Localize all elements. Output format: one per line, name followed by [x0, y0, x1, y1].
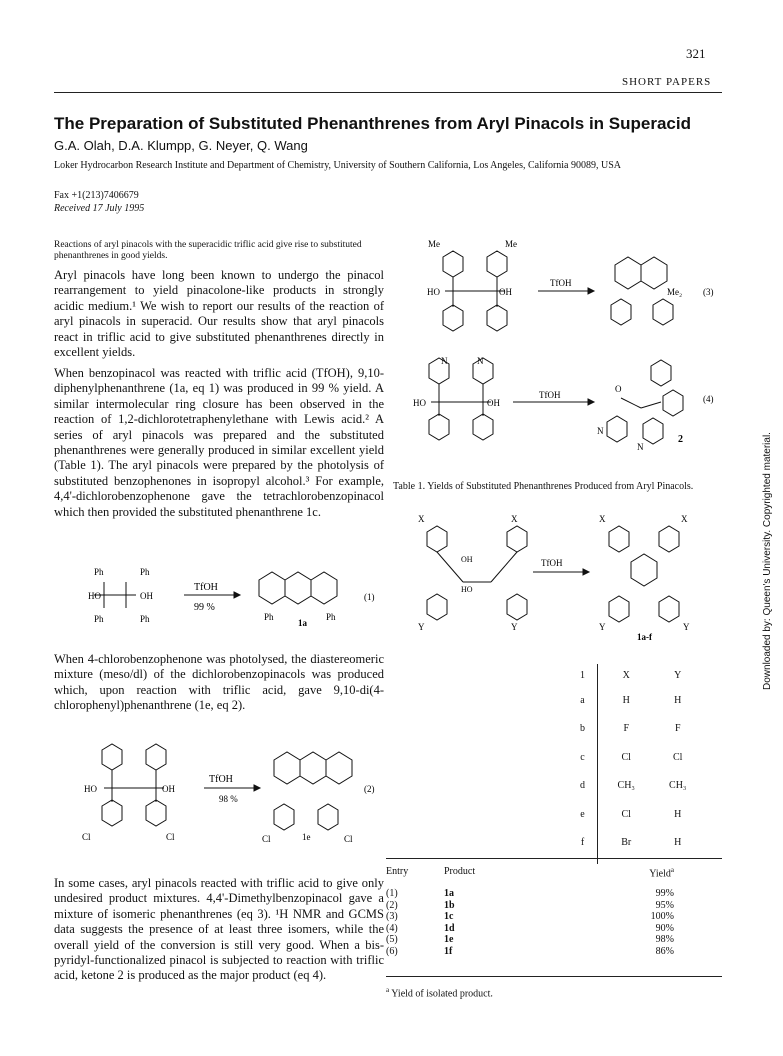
eq4-o: O — [615, 384, 622, 394]
table-cell: (3) — [386, 911, 398, 922]
table-cell: Cl — [673, 751, 683, 763]
table-cell: F — [674, 723, 681, 735]
table-cell: b — [580, 723, 586, 735]
table-cell: 1d — [444, 922, 455, 934]
authors: G.A. Olah, D.A. Klumpp, G. Neyer, Q. Wang — [54, 138, 308, 153]
yield-table — [386, 866, 722, 957]
eq4-n: N — [441, 356, 448, 366]
eq3-oh: OH — [499, 287, 512, 297]
table-header: Yield — [649, 868, 671, 880]
table-cell: CH₃ — [617, 780, 635, 792]
table-divider — [597, 664, 598, 864]
table-cell: H — [674, 837, 682, 849]
table-cell: 95% — [655, 899, 674, 911]
equation-3-scheme — [393, 235, 723, 345]
affiliation: Loker Hydrocarbon Research Institute and Department of Chemistry, University of Southern California, Los Angeles, California 90089, USA — [54, 160, 622, 171]
paragraph-3: When 4-chlorobenzophenone was photolysed, the diastereomeric mixture (meso/dl) of the dichlorobenzopinacols was produced which, upon reaction with triflic acid, gave 9,10-di(4-chlorophenyl)phenanthrene (1e, eq 2). — [54, 652, 384, 713]
eq3-me: Me — [428, 239, 440, 249]
eq2-number: (2) — [364, 784, 375, 794]
eq1-yield: 99 % — [194, 602, 215, 613]
eq4-reagent: TfOH — [539, 390, 561, 400]
table-cell: d — [580, 780, 586, 792]
tab-x: X — [418, 514, 425, 524]
eq4-ho: HO — [413, 398, 426, 408]
substituent-table — [566, 664, 702, 857]
paragraph-2: When benzopinacol was reacted with triflic acid (TfOH), 9,10-diphenylphenanthrene (1a, eq 1) was produced in 99 % yield. A similar intermolecular ring closure has been observed in the reaction of 1,2-dichlorotetraphenylethane with Lewis acid.² A series of aryl pinacols was prepared and the substituted phenanthrenes were generally produced in similar excellent yield (Table 1). The aryl pinacols were prepared by the photolysis of substituted benzophenones in isopropyl alcohol.³ For example, 4,4'-dichlorobenzophenone gave the tetrachlorobenzopinacol which then provided the substituted phenanthrene 1c. — [54, 366, 384, 519]
table-cell: 90% — [655, 922, 674, 934]
eq4-number: (4) — [703, 394, 714, 404]
eq1-number: (1) — [364, 592, 375, 602]
table-header: 1 — [580, 669, 586, 681]
abstract: Reactions of aryl pinacols with the superacidic triflic acid give rise to substituted phenanthrenes in good yields. — [54, 240, 362, 261]
tab-ho: HO — [461, 585, 473, 594]
header-rule — [54, 92, 722, 93]
eq3-reagent: TfOH — [550, 278, 572, 288]
table-1-caption: Table 1. Yields of Substituted Phenanthrenes Produced from Aryl Pinacols. — [393, 481, 694, 492]
eq1-ph-label: Ph — [140, 567, 150, 577]
footnote-text: Yield of isolated product. — [391, 988, 493, 1000]
table-header: X — [622, 669, 630, 681]
eq2-cl: Cl — [166, 832, 175, 842]
table-cell: Cl — [621, 808, 631, 820]
tab-x: X — [511, 514, 518, 524]
tab-y: Y — [418, 622, 425, 632]
table-cell: (1) — [386, 888, 398, 899]
table-cell: 1b — [444, 899, 455, 911]
tab-y: Y — [511, 622, 518, 632]
table-header: Entry — [386, 866, 409, 877]
table-cell: CH₃ — [669, 780, 687, 792]
tab-y: Y — [683, 622, 690, 632]
table-cell: 86% — [655, 945, 674, 957]
eq1-ph-label: Ph — [94, 567, 104, 577]
eq1-ph-label: Ph — [326, 612, 336, 622]
eq3-me2: Me₂ — [667, 287, 683, 297]
table-cell: (4) — [386, 922, 398, 934]
equation-1-scheme — [54, 560, 384, 650]
paragraph-1: Aryl pinacols have long been known to undergo the pinacol rearrangement to yield pinacolone-like products in strongly acidic medium.¹ We wish to report our results of the reaction of aryl pinacols in superacid. Our results show that aryl pinacols react in triflic acid to give substituted phenanthrenes directly in excellent yields. — [54, 268, 384, 360]
table-cell: (5) — [386, 934, 398, 945]
eq2-oh: OH — [162, 784, 175, 794]
equation-2-scheme — [54, 740, 384, 865]
table-cell: e — [580, 808, 585, 820]
section-label: SHORT PAPERS — [622, 76, 712, 88]
eq2-cl: Cl — [344, 834, 353, 844]
eq2-cl: Cl — [82, 832, 91, 842]
download-notice: Downloaded by: Queen's University. Copyrighted material. — [762, 432, 773, 690]
table-bottom-rule — [386, 976, 722, 977]
table-cell: Cl — [621, 751, 631, 763]
page-number: 321 — [686, 46, 706, 61]
eq1-oh: OH — [140, 591, 153, 601]
table-cell: c — [580, 751, 585, 763]
table-cell: f — [580, 837, 585, 849]
table-cell: (2) — [386, 899, 398, 911]
table-cell: 1f — [444, 945, 453, 957]
table-top-rule — [386, 858, 722, 859]
yield-marker: a — [670, 866, 674, 874]
table-cell: 1a — [444, 888, 454, 899]
table-cell: H — [674, 808, 682, 820]
tab-product: 1a-f — [637, 632, 652, 642]
table-cell: H — [622, 694, 630, 706]
article-title: The Preparation of Substituted Phenanthrenes from Aryl Pinacols in Superacid — [54, 114, 691, 133]
eq4-n: N — [477, 356, 484, 366]
eq4-product: 2 — [678, 434, 683, 445]
eq2-reagent: TfOH — [209, 774, 233, 785]
footnote-marker: a — [386, 986, 390, 994]
tab-reagent: TfOH — [541, 558, 563, 568]
eq4-n: N — [637, 442, 644, 452]
eq3-number: (3) — [703, 287, 714, 297]
eq3-ho: HO — [427, 287, 440, 297]
table-cell: F — [623, 723, 630, 735]
eq2-yield: 98 % — [219, 794, 238, 804]
table-cell: 100% — [650, 911, 674, 922]
fax: Fax +1(213)7406679 — [54, 190, 139, 201]
received-date: Received 17 July 1995 — [54, 203, 145, 214]
table-cell: Br — [621, 837, 632, 849]
table-1-scheme — [393, 512, 723, 652]
tab-y: Y — [599, 622, 606, 632]
paragraph-4: In some cases, aryl pinacols reacted with triflic acid to give only undesired product mixtures. 4,4'-Dimethylbenzopinacol gave a mixture of isomeric phenanthrenes (eq 3). ¹H NMR and GCMS data suggests the presence of at least three isomers, while the overall yield of the conversion is still very good. When a bis-pyridyl-functionalized pinacol is subjected to reaction with triflic acid, ketone 2 is produced as the major product (eq 4). — [54, 876, 384, 983]
tab-x: X — [681, 514, 688, 524]
eq1-ho: HO — [88, 591, 101, 601]
tab-oh: OH — [461, 555, 473, 564]
table-cell: (6) — [386, 945, 398, 957]
table-cell: 1e — [444, 934, 454, 945]
eq2-cl: Cl — [262, 834, 271, 844]
eq3-me: Me — [505, 239, 517, 249]
eq4-oh: OH — [487, 398, 500, 408]
table-footnote — [386, 986, 493, 999]
table-cell: 98% — [655, 934, 674, 945]
table-header: Y — [674, 669, 682, 681]
table-cell: 99% — [655, 888, 674, 899]
eq1-product: 1a — [298, 618, 307, 628]
eq1-reagent: TfOH — [194, 582, 218, 593]
eq2-product: 1e — [302, 832, 311, 842]
equation-4-scheme — [393, 352, 723, 462]
eq4-n: N — [597, 426, 604, 436]
eq1-ph-label: Ph — [140, 614, 150, 624]
table-cell: a — [580, 694, 585, 706]
tab-x: X — [599, 514, 606, 524]
eq2-ho: HO — [84, 784, 97, 794]
table-header: Product — [444, 866, 476, 877]
eq1-ph-label: Ph — [94, 614, 104, 624]
eq1-ph-label: Ph — [264, 612, 274, 622]
table-cell: H — [674, 694, 682, 706]
table-cell: 1c — [444, 911, 454, 922]
